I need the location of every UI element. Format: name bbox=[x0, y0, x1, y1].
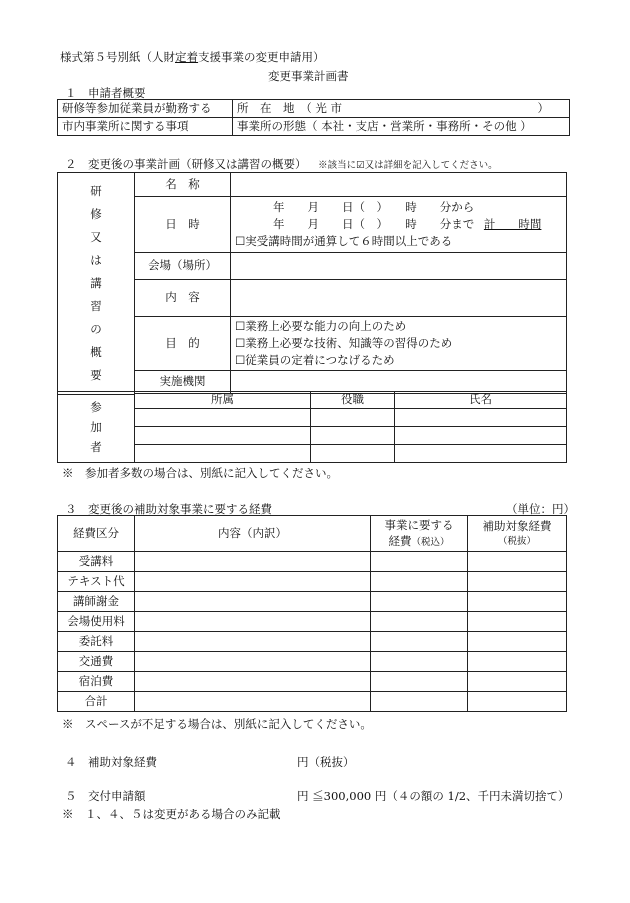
office-label-1: 研修等参加従業員が勤務する bbox=[58, 100, 233, 118]
expense-table bbox=[57, 515, 567, 712]
date-label: 日 時 bbox=[135, 197, 231, 253]
side-label-participants: 参 加 者 bbox=[58, 392, 135, 463]
col-cost: 事業に要する 経費（税込） bbox=[371, 516, 468, 552]
participant-cell[interactable] bbox=[395, 445, 567, 463]
side-label-training: 研 修 又 は 講 習 の 概 要 bbox=[58, 173, 135, 395]
expense-row-label: 委託料 bbox=[58, 632, 135, 652]
section5-value[interactable]: 円 ≦300,000 円（４の額の 1/2、千円未満切捨て） bbox=[297, 789, 570, 803]
location-close: ） bbox=[537, 101, 549, 115]
applicant-table bbox=[57, 99, 570, 136]
expense-cell[interactable] bbox=[468, 572, 567, 592]
section4-label: ４ 補助対象経費 bbox=[65, 755, 157, 769]
expense-cell[interactable] bbox=[371, 592, 468, 612]
content-field[interactable] bbox=[231, 280, 567, 317]
expense-row-label: 交通費 bbox=[58, 652, 135, 672]
purpose-checkbox-3[interactable]: ☐従業員の定着につなげるため bbox=[235, 353, 395, 367]
section4-value[interactable]: 円（税抜） bbox=[297, 755, 355, 769]
expense-cell[interactable] bbox=[135, 612, 371, 632]
name-label: 名 称 bbox=[135, 173, 231, 197]
section5-label: ５ 交付申請額 bbox=[65, 789, 146, 803]
purpose-checkbox-2[interactable]: ☐業務上必要な技術、知識等の習得のため bbox=[235, 336, 453, 350]
participant-cell[interactable] bbox=[311, 445, 395, 463]
expense-cell[interactable] bbox=[371, 552, 468, 572]
expense-cell[interactable] bbox=[468, 692, 567, 712]
participants-table bbox=[57, 391, 567, 463]
org-label: 実施機関 bbox=[135, 371, 231, 394]
office-type-cell[interactable]: 事業所の形態（ 本社・支店・営業所・事務所・その他 ） bbox=[233, 118, 570, 136]
hours-checkbox[interactable]: ☐実受講時間が通算して６時間以上である bbox=[235, 234, 453, 248]
office-label-2: 市内事業所に関する事項 bbox=[58, 118, 233, 136]
expense-cell[interactable] bbox=[371, 672, 468, 692]
participant-cell[interactable] bbox=[135, 409, 311, 427]
expense-cell[interactable] bbox=[468, 612, 567, 632]
participant-cell[interactable] bbox=[311, 427, 395, 445]
expense-total-label: 合計 bbox=[58, 692, 135, 712]
expense-row-label: 受講料 bbox=[58, 552, 135, 572]
header-position: 役職 bbox=[311, 392, 395, 409]
location-label: 所 在 地 （ 光 市 bbox=[237, 100, 343, 115]
page-title: 変更事業計画書 bbox=[268, 69, 349, 83]
expense-cell[interactable] bbox=[468, 652, 567, 672]
section1-heading: １ 申請者概要 bbox=[65, 86, 146, 100]
expense-cell[interactable] bbox=[371, 652, 468, 672]
participant-cell[interactable] bbox=[311, 409, 395, 427]
expense-row-label: テキスト代 bbox=[58, 572, 135, 592]
name-field[interactable] bbox=[231, 173, 567, 197]
expense-cell[interactable] bbox=[371, 612, 468, 632]
date-field[interactable] bbox=[231, 197, 567, 253]
expense-cell[interactable] bbox=[468, 672, 567, 692]
section2-heading: ２ 変更後の事業計画（研修又は講習の概要） ※該当に☑又は詳細を記入してください。 bbox=[65, 157, 498, 171]
form-number: 様式第５号別紙（人財定着支援事業の変更申請用） bbox=[60, 50, 325, 64]
purpose-label: 目 的 bbox=[135, 317, 231, 371]
section3-heading: ３ 変更後の補助対象事業に要する経費 bbox=[65, 502, 272, 516]
purpose-field bbox=[231, 317, 567, 371]
expense-cell[interactable] bbox=[135, 632, 371, 652]
col-subsidy: 補助対象経費 （税抜） bbox=[468, 516, 567, 552]
participant-cell[interactable] bbox=[135, 445, 311, 463]
expense-cell[interactable] bbox=[371, 632, 468, 652]
expense-note: ※ スペースが不足する場合は、別紙に記入してください。 bbox=[62, 717, 372, 731]
participant-note: ※ 参加者多数の場合は、別紙に記入してください。 bbox=[62, 466, 338, 480]
venue-label: 会場（場所） bbox=[135, 253, 231, 280]
unit-label: （単位：円） bbox=[506, 502, 575, 516]
expense-cell[interactable] bbox=[371, 572, 468, 592]
venue-field[interactable] bbox=[231, 253, 567, 280]
expense-cell[interactable] bbox=[135, 552, 371, 572]
expense-cell[interactable] bbox=[468, 632, 567, 652]
date-total: 計 時間 bbox=[483, 217, 542, 231]
location-cell[interactable] bbox=[233, 100, 570, 118]
expense-cell[interactable] bbox=[468, 592, 567, 612]
col-content: 内容（内訳） bbox=[135, 516, 371, 552]
expense-row-label: 宿泊費 bbox=[58, 672, 135, 692]
expense-cell[interactable] bbox=[135, 672, 371, 692]
participant-cell[interactable] bbox=[395, 409, 567, 427]
date-from: 年 月 日（ ） 時 分から bbox=[273, 200, 475, 214]
expense-cell[interactable] bbox=[135, 652, 371, 672]
plan-table bbox=[57, 172, 567, 395]
col-category: 経費区分 bbox=[58, 516, 135, 552]
date-to: 年 月 日（ ） 時 分まで bbox=[273, 217, 475, 231]
expense-row-label: 会場使用料 bbox=[58, 612, 135, 632]
expense-cell[interactable] bbox=[371, 692, 468, 712]
header-name: 氏名 bbox=[395, 392, 567, 409]
expense-cell[interactable] bbox=[135, 592, 371, 612]
participant-cell[interactable] bbox=[395, 427, 567, 445]
participant-cell[interactable] bbox=[135, 427, 311, 445]
expense-cell[interactable] bbox=[468, 552, 567, 572]
purpose-checkbox-1[interactable]: ☐業務上必要な能力の向上のため bbox=[235, 319, 407, 333]
expense-cell[interactable] bbox=[135, 692, 371, 712]
expense-cell[interactable] bbox=[135, 572, 371, 592]
section5-note: ※ １、４、５は変更がある場合のみ記載 bbox=[62, 807, 281, 821]
header-affiliation: 所属 bbox=[135, 392, 311, 409]
content-label: 内 容 bbox=[135, 280, 231, 317]
expense-row-label: 講師謝金 bbox=[58, 592, 135, 612]
